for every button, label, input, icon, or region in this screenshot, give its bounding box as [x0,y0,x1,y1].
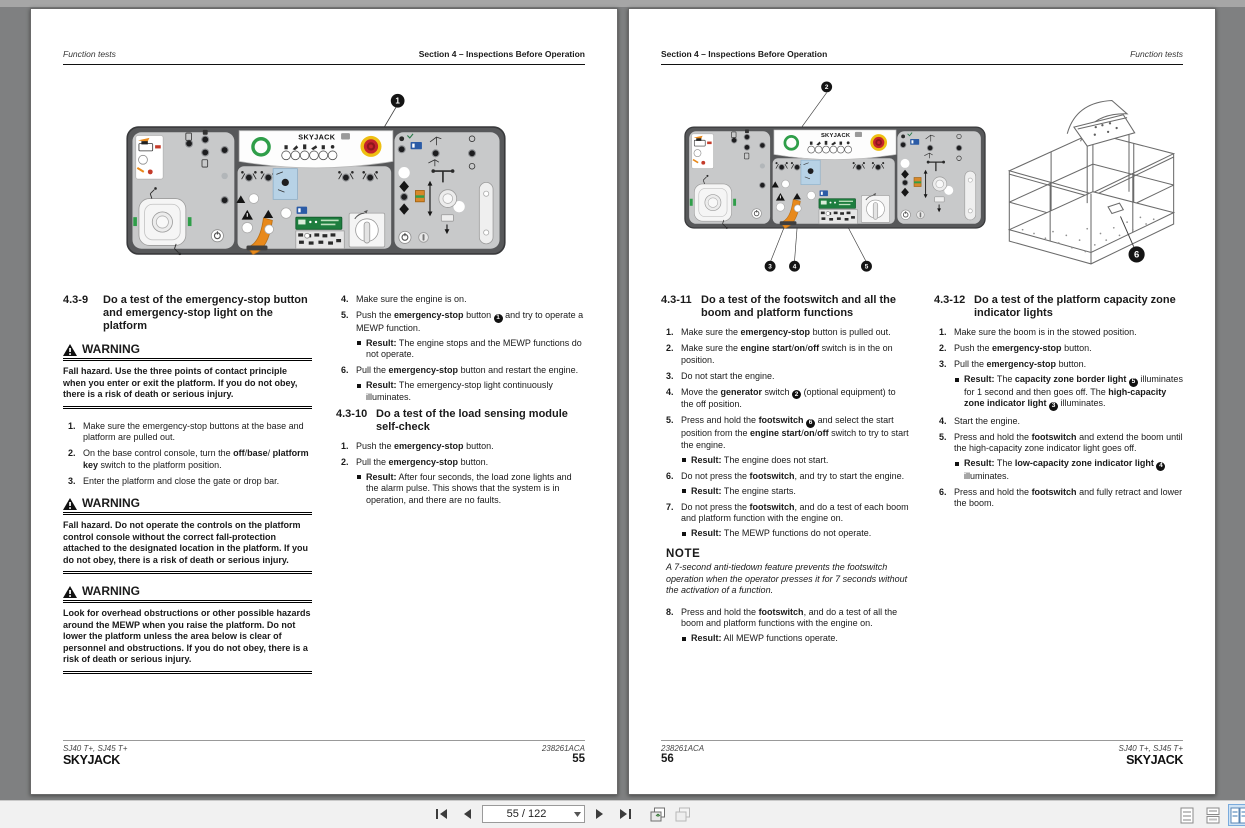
warning-rule [63,671,312,674]
section-heading [336,408,585,434]
step-list [661,327,910,540]
step-result [357,380,585,403]
result-text: Result: The emergency-stop light continuously illuminates. [366,380,553,402]
result-bullet [955,462,959,466]
document-page-55 [30,8,618,795]
figure-callout-6 [1129,246,1145,262]
step-item [661,343,910,366]
svg-text:5: 5 [864,263,869,271]
header-left-text: Section 4 – Inspections Before Operation [661,49,828,59]
inline-callout-badge: 4 [1156,462,1165,471]
warning-box [63,586,312,674]
warning-text: Fall hazard. Do not operate the controls on the platform control console without the correct fall-protection attached to the designated location in the platform. If you do not obey, there is a risk of death or serious injury. [63,520,309,565]
note-block [666,549,910,597]
step-list [336,441,585,507]
warning-label: WARNING [82,496,140,511]
next-page-icon [595,808,605,820]
step-number: 7. [666,501,674,512]
step-item [934,416,1183,428]
step-text: Make sure the emergency-stop buttons at the base and platform are pulled out. [83,420,304,442]
warning-label: WARNING [82,342,140,357]
control-panel-figure [126,87,506,289]
page-header [661,49,1183,65]
step-number: 5. [341,310,349,320]
inline-callout-badge: 6 [806,419,815,428]
header-right-text: Function tests [1130,49,1183,59]
note-title: NOTE [666,547,701,560]
warning-icon [63,344,77,356]
figure-callout-5 [861,261,872,272]
section-number: 4.3-12 [934,294,966,306]
section-heading [661,294,910,320]
step-text: Press and hold the footswitch and extend the boom until the high-capacity zone indicator light goes off. [954,431,1183,453]
step-item [934,432,1183,455]
warning-box [63,498,312,574]
section-title: Do a test of the platform capacity zone indicator lights [974,294,1176,319]
step-number: 2. [341,456,349,467]
step-result [955,458,1183,482]
footer-page-number: 56 [661,753,674,765]
footer-model-text: SJ40 T+, SJ45 T+ [63,744,128,753]
step-list [934,327,1183,510]
step-number: 4. [341,294,349,304]
column-right [934,292,1183,649]
step-result [357,338,585,361]
step-item [336,294,585,306]
control-panel-figure [684,76,986,275]
step-text: Pull the emergency-stop button and restart the engine. [356,365,579,376]
page-number-combobox[interactable] [482,805,585,823]
result-bullet [357,341,361,345]
step-number: 5. [666,415,674,426]
step-result [357,472,585,507]
warning-label: WARNING [82,584,140,599]
document-page-56 [628,8,1216,795]
header-left-text: Function tests [63,49,116,59]
step-number: 1. [341,440,349,451]
continuous-view-icon [1206,807,1220,824]
next-view-button[interactable] [673,804,693,824]
platform-basket-figure [996,91,1186,276]
warning-rule [63,358,312,361]
result-bullet [682,489,686,493]
step-text: Press and hold the footswitch 6 and select the start position from the engine start/on/off switch to try to start the engine. [681,415,909,450]
step-number: 2. [939,343,947,353]
result-bullet [682,637,686,641]
svg-text:1: 1 [395,96,400,106]
result-bullet [682,458,686,462]
last-page-icon [618,808,632,820]
step-number: 5. [939,431,947,442]
step-result [682,455,910,467]
step-text: Pull the emergency-stop button. [954,359,1087,369]
step-item [336,310,585,334]
previous-view-icon [650,807,666,822]
result-bullet [682,532,686,536]
single-page-view-icon [1180,807,1194,824]
step-number: 4. [939,415,947,426]
step-text: Make sure the engine start/on/off switch is in the on position. [681,343,893,365]
step-text: Push the emergency-stop button. [954,343,1092,353]
result-text: Result: The engine starts. [691,485,796,496]
step-item [661,371,910,383]
step-text: Push the emergency-stop button. [356,440,494,451]
step-item [661,502,910,525]
result-text: Result: The engine stops and the MEWP functions do not operate. [366,337,582,360]
step-text: Press and hold the footswitch and fully retract and lower the boom. [954,486,1183,509]
result-text: Result: The MEWP functions do not operate. [691,528,872,538]
page-footer [661,740,1183,767]
previous-page-icon [462,808,472,820]
result-text: Result: All MEWP functions operate. [691,633,838,643]
step-item [934,327,1183,339]
step-text: Do not start the engine. [681,370,775,381]
step-result [682,633,910,645]
section-number: 4.3-11 [661,294,692,306]
column-left [661,292,910,649]
step-number: 4. [666,386,674,397]
inline-callout-badge: 2 [792,390,801,399]
step-number: 8. [666,606,674,617]
step-result [682,528,910,540]
page-number-input[interactable] [483,807,570,821]
inline-callout-badge: 5 [1129,378,1138,387]
step-number: 3. [666,370,674,381]
step-list [336,294,585,403]
header-right-text: Section 4 – Inspections Before Operation [418,49,585,59]
combobox-dropdown-arrow[interactable] [570,806,584,822]
first-page-button[interactable] [432,804,452,824]
step-number: 6. [341,365,349,376]
section-title: Do a test of the load sensing module self-check [376,407,568,433]
page-footer [63,740,585,767]
step-item [934,487,1183,510]
warning-icon [63,586,77,598]
warning-header [63,498,312,510]
step-item [934,359,1183,371]
step-item [661,607,910,630]
viewer-toolbar [0,800,1245,828]
step-number: 6. [666,470,674,481]
warning-icon [63,498,77,510]
svg-text:4: 4 [792,263,797,271]
step-number: 3. [68,475,76,486]
result-text: Result: The engine does not start. [691,454,829,465]
step-number: 6. [939,486,947,497]
step-item [661,415,910,451]
section-title: Do a test of the emergency-stop button and emergency-stop light on the platform [103,294,308,332]
footer-doc-number: 238261ACA [541,744,585,753]
last-page-button[interactable] [615,804,635,824]
step-item [336,365,585,377]
step-item [661,327,910,339]
warning-header [63,344,312,356]
previous-page-button[interactable] [457,804,477,824]
figure-callout-4 [789,261,800,272]
warning-header [63,586,312,598]
step-number: 1. [939,327,947,337]
facing-pages-view-icon [1230,807,1245,824]
step-item [63,476,312,488]
warning-text: Fall hazard. Use the three points of contact principle when you enter or exit the platform. If you do not obey, there is a risk of death or serious injury. [63,366,298,399]
skyjack-logo: SKYJACK [1126,753,1183,767]
step-text: Make sure the emergency-stop button is pulled out. [681,327,891,337]
footer-page-number: 55 [572,753,585,765]
next-page-button[interactable] [590,804,610,824]
result-bullet [357,475,361,479]
previous-view-button[interactable] [648,804,668,824]
svg-text:3: 3 [768,263,772,271]
step-text: Push the emergency-stop button 1 and try to operate a MEWP function. [356,310,584,333]
warning-box [63,344,312,409]
step-item [63,421,312,444]
figure-callout-1 [391,94,405,108]
footer-model-text: SJ40 T+, SJ45 T+ [1118,744,1183,753]
figure-callout-3 [765,261,776,272]
result-text: Result: The low-capacity zone indicator light 4 illuminates. [964,458,1183,482]
skyjack-logo: SKYJACK [63,753,120,767]
step-text: Do not press the footswitch, and do a test of each boom and platform function with the engine on. [681,501,909,523]
step-number: 1. [666,327,674,337]
result-bullet [955,378,959,382]
facing-pages-view-button[interactable] [1228,804,1245,826]
step-number: 2. [666,343,674,353]
step-result [955,374,1183,411]
note-text: A 7-second anti-tiedown feature prevents the footswitch operation when the operator presses it for 7 seconds without the activation of a function. [666,562,908,595]
step-item [661,387,910,411]
continuous-view-button[interactable] [1202,804,1224,826]
step-number: 1. [68,420,76,431]
svg-text:2: 2 [824,84,829,92]
step-text: Enter the platform and close the gate or drop bar. [83,475,280,486]
warning-rule [63,600,312,603]
step-text: Press and hold the footswitch, and do a test of all the boom and platform functions with the engine on. [681,606,898,628]
step-text: On the base control console, turn the off/base/ platform key switch to the platform position. [83,448,309,470]
next-view-icon [675,807,691,822]
section-title: Do a test of the footswitch and all the boom and platform functions [701,294,896,319]
window-top-strip [0,0,1245,7]
footer-doc-number: 238261ACA [661,744,705,753]
inline-callout-badge: 1 [494,314,503,323]
step-text: Start the engine. [954,415,1021,426]
section-number: 4.3-10 [336,407,368,420]
result-bullet [357,384,361,388]
step-item [336,441,585,453]
step-result [682,486,910,498]
step-item [63,448,312,471]
text-columns [63,292,585,686]
section-number: 4.3-9 [63,294,89,306]
warning-rule [63,406,312,409]
step-text: Do not press the footswitch, and try to start the engine. [681,470,905,481]
first-page-icon [435,808,449,820]
step-text: Pull the emergency-stop button. [356,456,489,467]
step-text: Make sure the boom is in the stowed position. [954,327,1137,337]
warning-rule [63,512,312,515]
step-list [63,421,312,488]
step-number: 3. [939,359,947,369]
step-number: 2. [68,448,76,458]
page-header [63,49,585,65]
step-item [934,343,1183,355]
single-page-view-button[interactable] [1176,804,1198,826]
warning-text: Look for overhead obstructions or other possible hazards around the MEWP when you raise the platform. Do not lower the platform unless the area below is clear of personnel and obstructions. If you do not obey, there is a risk of death or serious injury. [63,608,311,664]
column-left [63,292,312,686]
step-list [661,607,910,645]
column-right [336,292,585,686]
section-heading [934,294,1183,320]
warning-rule [63,571,312,574]
step-text: Move the generator switch 2 (optional equipment) to the off position. [681,386,896,410]
svg-text:6: 6 [1133,249,1140,261]
figure-callout-2 [821,81,832,92]
result-text: Result: After four seconds, the load zone lights and the alarm pulse. This shows that the system is in operation, and there are no faults. [366,471,572,505]
result-text: Result: The capacity zone border light 5 illuminates for 1 second and then goes off. The high-capacity zone indicator light 3 illuminates. [964,374,1183,410]
step-text: Make sure the engine is on. [356,294,467,304]
step-item [661,471,910,483]
text-columns [661,292,1183,649]
inline-callout-badge: 3 [1049,402,1058,411]
section-heading [63,294,312,333]
step-item [336,457,585,469]
